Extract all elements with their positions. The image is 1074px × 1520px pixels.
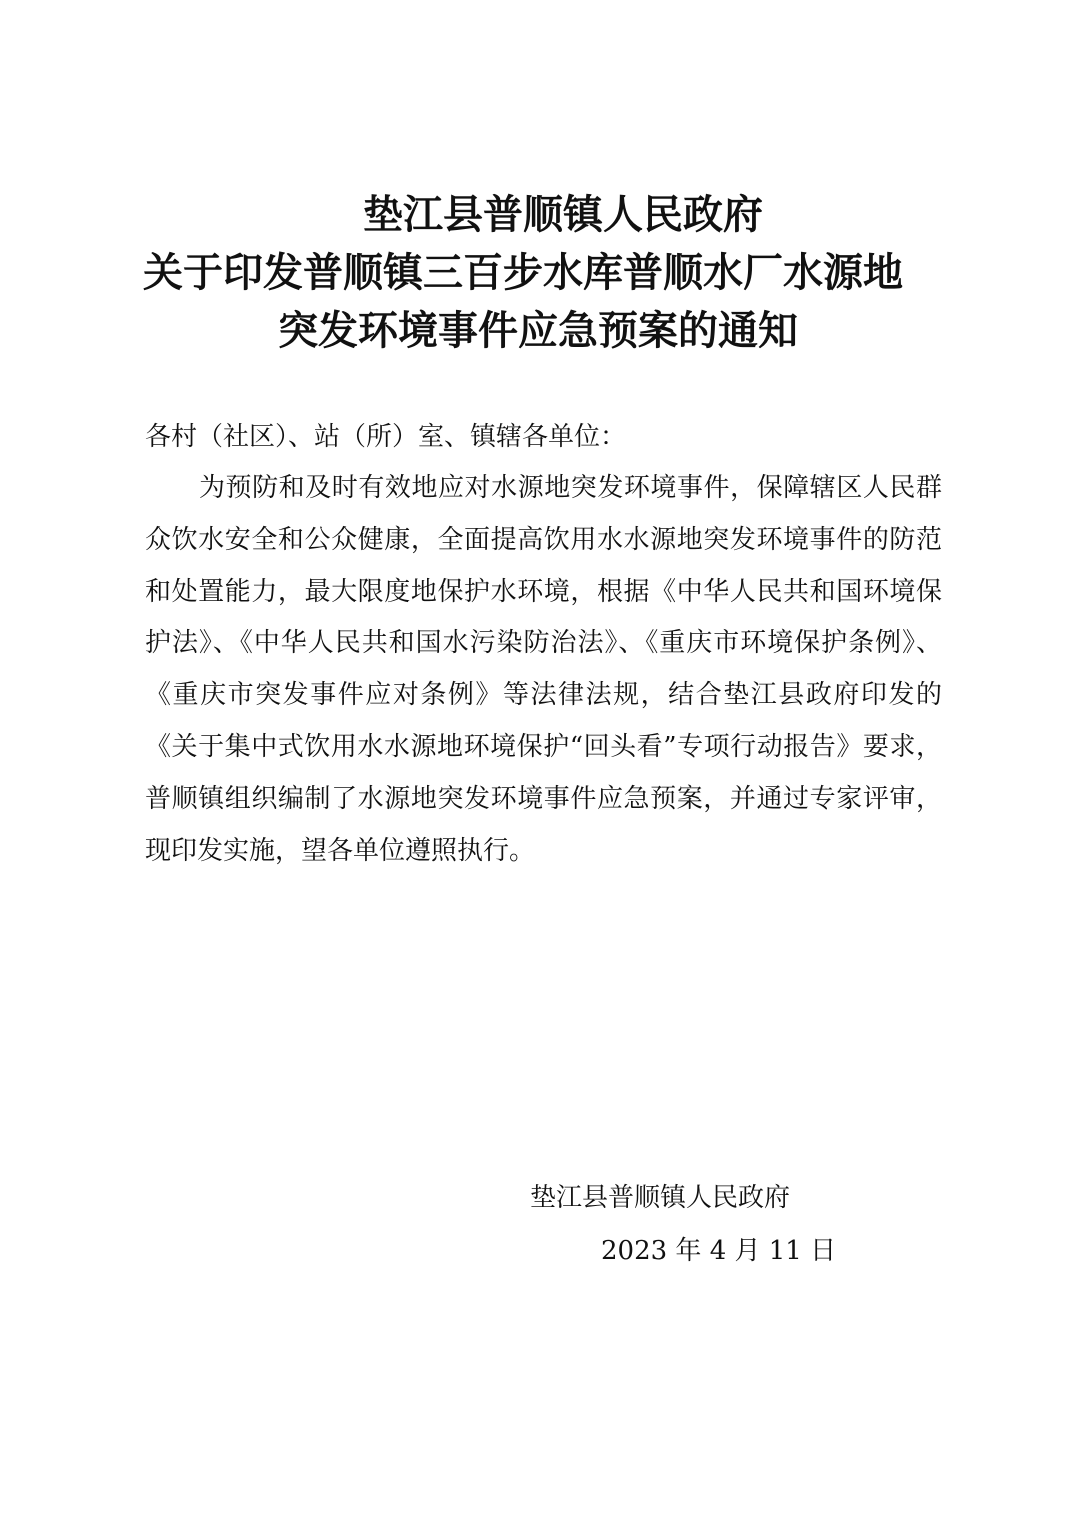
title-line-3: 突发环境事件应急预案的通知 bbox=[278, 307, 798, 354]
signature-organization: 垫江县普顺镇人民政府 bbox=[530, 1183, 791, 1213]
title-line-1: 垫江县普顺镇人民政府 bbox=[363, 191, 763, 238]
salutation: 各村（社区）、站（所）室、镇辖各单位： bbox=[145, 422, 627, 452]
title-line-2: 关于印发普顺镇三百步水库普顺水厂水源地 bbox=[143, 249, 903, 296]
signature-date: 2023 年 4 月 11 日 bbox=[601, 1236, 837, 1266]
body-paragraph: 为预防和及时有效地应对水源地突发环境事件，保障辖区人民群众饮水安全和公众健康，全面提高饮用水水源地突发环境事件的防范和处置能力，最大限度地保护水环境，根据《中华人民共和国环境保护法》、《中华人民共和国水污染防治法》、《重庆市环境保护条例》、《重庆市突发事件应对条例》等法律法规，结合垫江县政府印发的《关于集中式饮用水水源地环境保护“回头看”专项行动报告》要求，普顺镇组织编制了水源地突发环境事件应急预案，并通过专家评审，现印发实施，望各单位遵照执行。 bbox=[145, 473, 942, 866]
